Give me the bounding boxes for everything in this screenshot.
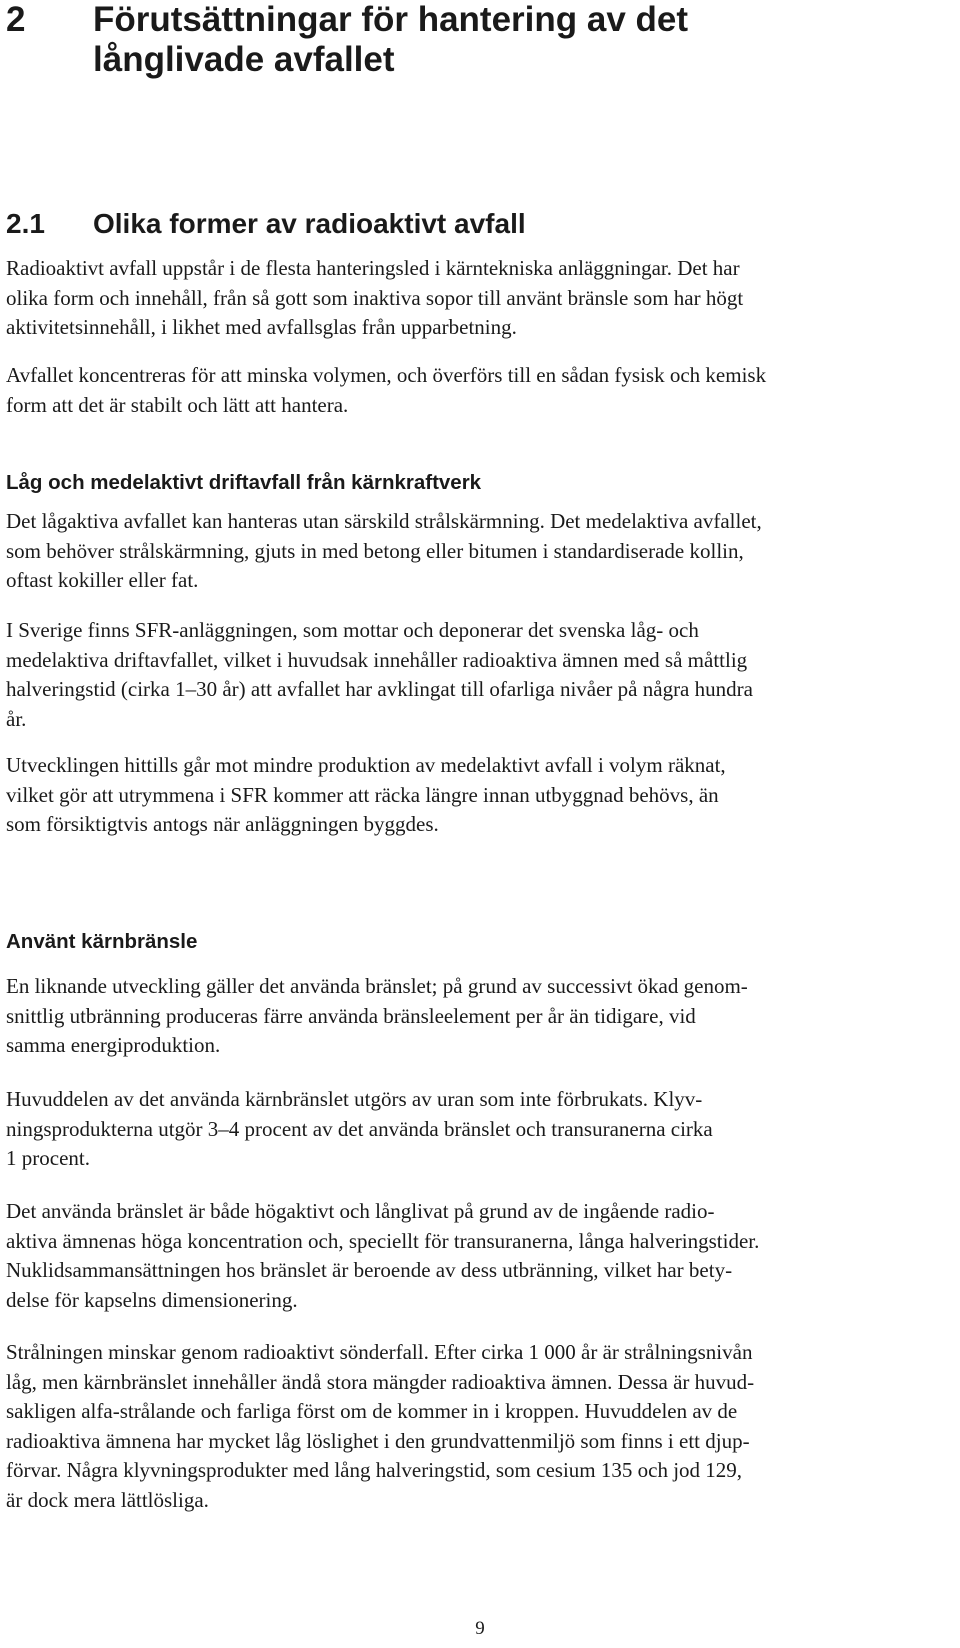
- text-line: sakligen alfa-strålande och farliga först om de kommer in i kroppen. Huvuddelen av de: [6, 1399, 738, 1423]
- subsection1-paragraph-3: [6, 751, 956, 840]
- text-line: Det använda bränslet är både högaktivt och långlivat på grund av de ingående radio-: [6, 1199, 715, 1223]
- subsection2-paragraph-2: [6, 1085, 956, 1174]
- page-number: 9: [475, 1618, 485, 1639]
- section-number: 2.1: [6, 208, 45, 239]
- text-line: I Sverige finns SFR-anläggningen, som mottar och deponerar det svenska låg- och: [6, 618, 699, 642]
- subsection1-paragraph-1: [6, 507, 956, 596]
- subsection2-paragraph-4: [6, 1338, 956, 1515]
- section-title: Olika former av radioaktivt avfall: [93, 208, 526, 239]
- text-line: snittlig utbränning produceras färre använda bränsleelement per år än tidigare, vid: [6, 1003, 696, 1028]
- text-line: samma energiproduktion.: [6, 1033, 221, 1057]
- subsection-heading-2: Använt kärnbränsle: [6, 930, 198, 953]
- text-line: förvar. Några klyvningsprodukter med lång halveringstid, som cesium 135 och jod 129,: [6, 1458, 743, 1482]
- text-line: Avfallet koncentreras för att minska volymen, och överförs till en sådan fysisk och kemisk: [6, 363, 767, 387]
- text-line: aktiva ämnenas höga koncentration och, speciellt för transuranerna, långa halveringstider.: [6, 1228, 760, 1253]
- intro-paragraph-1: [6, 254, 956, 343]
- text-line: En liknande utveckling gäller det använda bränslet; på grund av successivt ökad genom-: [6, 974, 748, 998]
- text-line: medelaktiva driftavfallet, vilket i huvudsak innehåller radioaktiva ämnen med så måttlig: [6, 647, 748, 672]
- section-heading: [6, 208, 526, 240]
- text-line: radioaktiva ämnena har mycket låg löslighet i den grundvattenmiljö som finns i ett djup-: [6, 1428, 750, 1453]
- text-line: låg, men kärnbränslet innehåller ändå stora mängder radioaktiva ämnen. Dessa är huvud-: [6, 1369, 755, 1394]
- text-line: Det lågaktiva avfallet kan hanteras utan särskild strålskärmning. Det medelaktiva avfallet,: [6, 509, 762, 533]
- text-line: ningsprodukterna utgör 3–4 procent av det använda bränslet och transuranerna cirka: [6, 1116, 713, 1141]
- text-line: halveringstid (cirka 1–30 år) att avfallet har avklingat till ofarliga nivåer på några hundra: [6, 677, 753, 701]
- chapter-title: [93, 0, 956, 80]
- text-line: delse för kapselns dimensionering.: [6, 1287, 298, 1312]
- subsection-heading-1: Låg och medelaktivt driftavfall från kärnkraftverk: [6, 471, 482, 494]
- text-line: olika form och innehåll, från så gott som inaktiva sopor till använt bränsle som har högt: [6, 285, 744, 310]
- text-line: aktivitetsinnehåll, i likhet med avfallsglas från upparbetning.: [6, 315, 517, 339]
- text-line: Huvuddelen av det använda kärnbränslet utgörs av uran som inte förbrukats. Klyv-: [6, 1087, 703, 1111]
- text-line: vilket gör att utrymmena i SFR kommer att räcka längre innan utbyggnad behövs, än: [6, 782, 719, 807]
- text-line: oftast kokiller eller fat.: [6, 568, 199, 592]
- subsection1-paragraph-2: [6, 616, 956, 734]
- chapter-title-line: Förutsättningar för hantering av det: [93, 0, 689, 39]
- text-line: Strålningen minskar genom radioaktivt sönderfall. Efter cirka 1 000 år är strålningsnivån: [6, 1340, 753, 1364]
- text-line: Utvecklingen hittills går mot mindre produktion av medelaktivt avfall i volym räknat,: [6, 753, 726, 777]
- text-line: som behöver strålskärmning, gjuts in med betong eller bitumen i standardiserade kollin,: [6, 538, 744, 563]
- text-line: Radioaktivt avfall uppstår i de flesta hanteringsled i kärntekniska anläggningar. Det har: [6, 256, 740, 280]
- subsection2-paragraph-3: [6, 1197, 956, 1315]
- text-line: är dock mera lättlösliga.: [6, 1487, 209, 1512]
- text-line: form att det är stabilt och lätt att hantera.: [6, 392, 349, 417]
- text-line: 1 procent.: [6, 1146, 90, 1170]
- text-line: år.: [6, 706, 27, 731]
- chapter-title-line: långlivade avfallet: [93, 40, 395, 79]
- text-line: som försiktigtvis antogs när anläggningen byggdes.: [6, 812, 439, 836]
- chapter-number: 2: [6, 0, 26, 39]
- document-page: [6, 0, 956, 1512]
- intro-paragraph-2: [6, 361, 956, 420]
- text-line: Nuklidsammansättningen hos bränslet är beroende av dess utbränning, vilket har bety-: [6, 1258, 733, 1282]
- chapter-heading: [6, 0, 956, 80]
- subsection2-paragraph-1: [6, 972, 956, 1061]
